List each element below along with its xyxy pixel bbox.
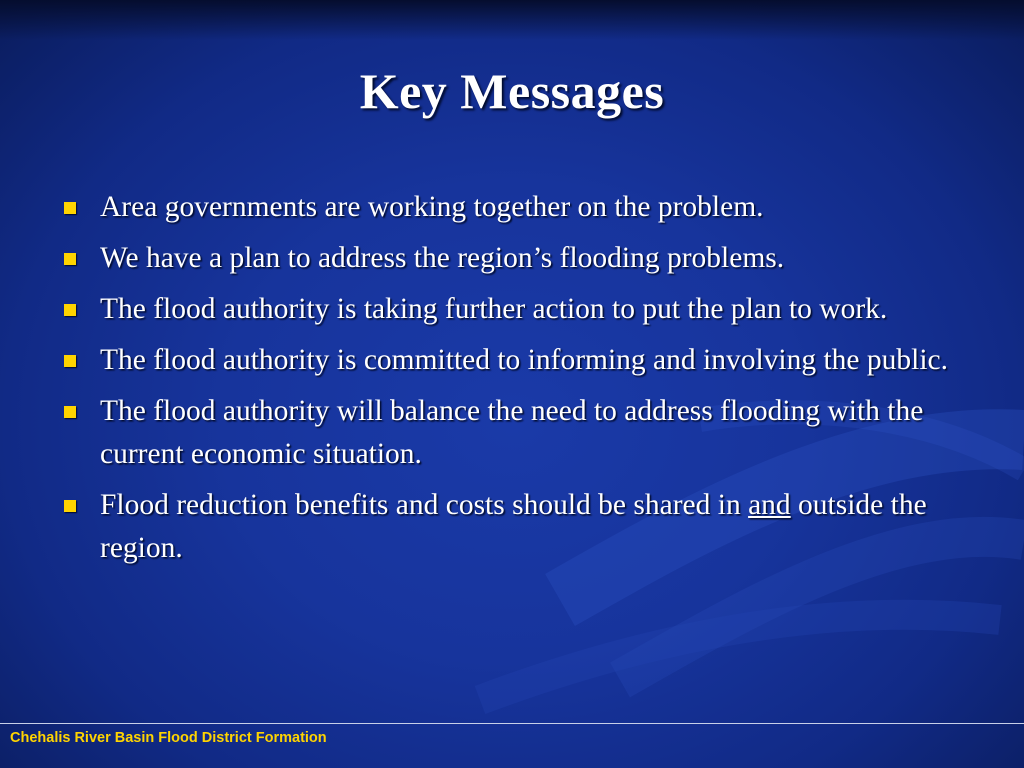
slide-title: Key Messages (359, 63, 665, 119)
bullet-list (60, 186, 990, 578)
square-bullet-icon (64, 355, 76, 367)
bullet-text: The flood authority is committed to informing and involving the public. (100, 344, 948, 376)
bullet-text: Area governments are working together on the problem. (100, 191, 764, 223)
bullet-text-after: outside the region. (100, 489, 927, 564)
footer-text: Chehalis River Basin Flood District Formation (10, 730, 327, 746)
bullet-text: We have a plan to address the region’s flooding problems. (100, 242, 785, 274)
bullet-text-before: Flood reduction benefits and costs should be shared in (100, 489, 749, 521)
bullet-item (60, 186, 990, 229)
square-bullet-icon (64, 304, 76, 316)
bullet-item (60, 390, 990, 476)
square-bullet-icon (64, 202, 76, 214)
bullet-text-underlined: and (748, 489, 791, 521)
bullet-item (60, 237, 990, 280)
square-bullet-icon (64, 500, 76, 512)
square-bullet-icon (64, 253, 76, 265)
bullet-text: The flood authority is taking further action to put the plan to work. (100, 293, 888, 325)
bullet-text: The flood authority will balance the need to address flooding with the current economic situation. (100, 395, 924, 470)
footer-divider (0, 723, 1024, 724)
bullet-item (60, 484, 990, 570)
square-bullet-icon (64, 406, 76, 418)
bullet-item (60, 288, 990, 331)
bullet-item (60, 339, 990, 382)
